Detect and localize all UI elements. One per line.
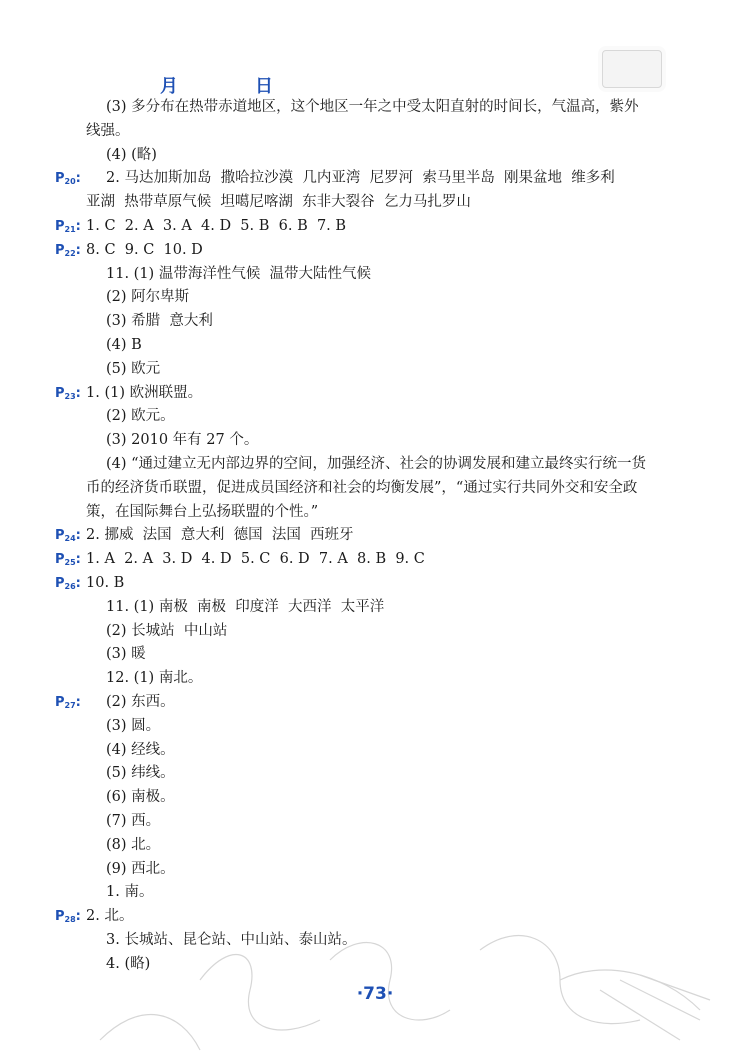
answer-text: 4. (略) (106, 955, 151, 972)
answer-line (0, 834, 750, 858)
answer-text: 10. B (86, 574, 125, 591)
answer-lines (0, 96, 750, 976)
answer-text: (3) 2010 年有 27 个。 (106, 432, 259, 449)
answer-line (0, 501, 750, 525)
answer-text: (4) “通过建立无内部边界的空间，加强经济、社会的协调发展和建立最终实行统一货 (106, 455, 647, 472)
answer-line (0, 858, 750, 882)
answer-line (0, 215, 750, 239)
stamp-icon (602, 50, 662, 88)
page-ref-marker: $P_{22}$: (55, 242, 81, 258)
answer-line (0, 548, 750, 572)
answer-text: 3. 长城站、昆仑站、中山站、泰山站。 (106, 931, 357, 948)
answer-line (0, 715, 750, 739)
answer-text: 1. A 2. A 3. D 4. D 5. C 6. D 7. A 8. B 9. C (86, 551, 425, 568)
answer-text: 11. (1) 温带海洋性气候 温带大陆性气候 (106, 265, 372, 282)
answer-line (0, 477, 750, 501)
answer-text: (2) 阿尔卑斯 (106, 289, 190, 306)
answer-text: (2) 长城站 中山站 (106, 622, 228, 639)
answer-text: (9) 西北。 (106, 860, 175, 877)
answer-text: (3) 暖 (106, 646, 146, 663)
answer-line (0, 596, 750, 620)
answer-text: 币的经济货币联盟，促进成员国经济和社会的均衡发展”，“通过实行共同外交和安全政 (86, 479, 638, 496)
answer-line (0, 620, 750, 644)
answer-line (0, 810, 750, 834)
page-ref-marker: $P_{20}$: (55, 171, 81, 187)
answer-line (0, 405, 750, 429)
answer-text: (5) 纬线。 (106, 765, 175, 782)
answer-text: (3) 多分布在热带赤道地区，这个地区一年之中受太阳直射的时间长，气温高，紫外 (106, 99, 639, 115)
page-ref-marker: $P_{21}$: (55, 218, 81, 234)
answer-line (0, 786, 750, 810)
answer-text: 亚湖 热带草原气候 坦噶尼喀湖 东非大裂谷 乞力马扎罗山 (86, 194, 471, 211)
answer-line (0, 358, 750, 382)
page-number: ·73· (356, 984, 394, 1004)
answer-text: (3) 希腊 意大利 (106, 313, 213, 330)
answer-line (0, 334, 750, 358)
answer-line (0, 96, 750, 120)
answer-line (0, 286, 750, 310)
answer-line (0, 429, 750, 453)
answer-line (0, 643, 750, 667)
answer-text: 线强。 (86, 122, 130, 139)
day-label: 日 (255, 76, 273, 97)
answer-line (0, 572, 750, 596)
page-ref-marker: $P_{24}$: (55, 528, 81, 544)
date-header (160, 72, 273, 98)
answer-line (0, 263, 750, 287)
answer-line (0, 667, 750, 691)
answer-text: 2. 马达加斯加岛 撒哈拉沙漠 几内亚湾 尼罗河 索马里半岛 刚果盆地 维多利 (106, 170, 615, 187)
page-ref-marker: $P_{23}$: (55, 385, 81, 401)
page-ref-marker: $P_{25}$: (55, 552, 81, 568)
answer-line (0, 524, 750, 548)
answer-line (0, 691, 750, 715)
answer-line (0, 239, 750, 263)
answer-line (0, 144, 750, 168)
answer-text: 12. (1) 南北。 (106, 670, 203, 687)
answer-text: 2. 挪威 法国 意大利 德国 法国 西班牙 (86, 527, 354, 544)
answer-text: (2) 欧元。 (106, 408, 175, 425)
page-number-value: 73 (363, 984, 387, 1004)
answer-text: (4) (略) (106, 146, 157, 163)
answer-text: (4) 经线。 (106, 741, 175, 758)
answer-text: (2) 东西。 (106, 693, 175, 710)
answer-text: 策，在国际舞台上弘扬联盟的个性。” (86, 503, 319, 520)
answer-text: 11. (1) 南极 南极 印度洋 大西洋 太平洋 (106, 598, 385, 615)
answer-line (0, 453, 750, 477)
page-ref-marker: $P_{27}$: (55, 694, 81, 710)
answer-text: (6) 南极。 (106, 789, 175, 806)
answer-line (0, 762, 750, 786)
answer-text: (7) 西。 (106, 812, 161, 829)
answer-line (0, 382, 750, 406)
answer-text: 1. 南。 (106, 884, 154, 901)
month-label: 月 (160, 76, 178, 97)
answer-line (0, 881, 750, 905)
page-ref-marker: $P_{26}$: (55, 575, 81, 591)
answer-text: (3) 圆。 (106, 717, 161, 734)
answer-text: (4) B (106, 336, 142, 353)
answer-text: (5) 欧元 (106, 360, 161, 377)
answer-text: (8) 北。 (106, 836, 161, 853)
answer-line (0, 310, 750, 334)
answer-text: 8. C 9. C 10. D (86, 241, 203, 258)
answer-line (0, 739, 750, 763)
answer-text: 1. (1) 欧洲联盟。 (86, 384, 203, 401)
answer-line (0, 191, 750, 215)
page-ref-marker: $P_{28}$: (55, 909, 81, 925)
answer-text: 1. C 2. A 3. A 4. D 5. B 6. B 7. B (86, 217, 347, 234)
answer-line (0, 167, 750, 191)
answer-text: 2. 北。 (86, 908, 134, 925)
answer-line (0, 120, 750, 144)
